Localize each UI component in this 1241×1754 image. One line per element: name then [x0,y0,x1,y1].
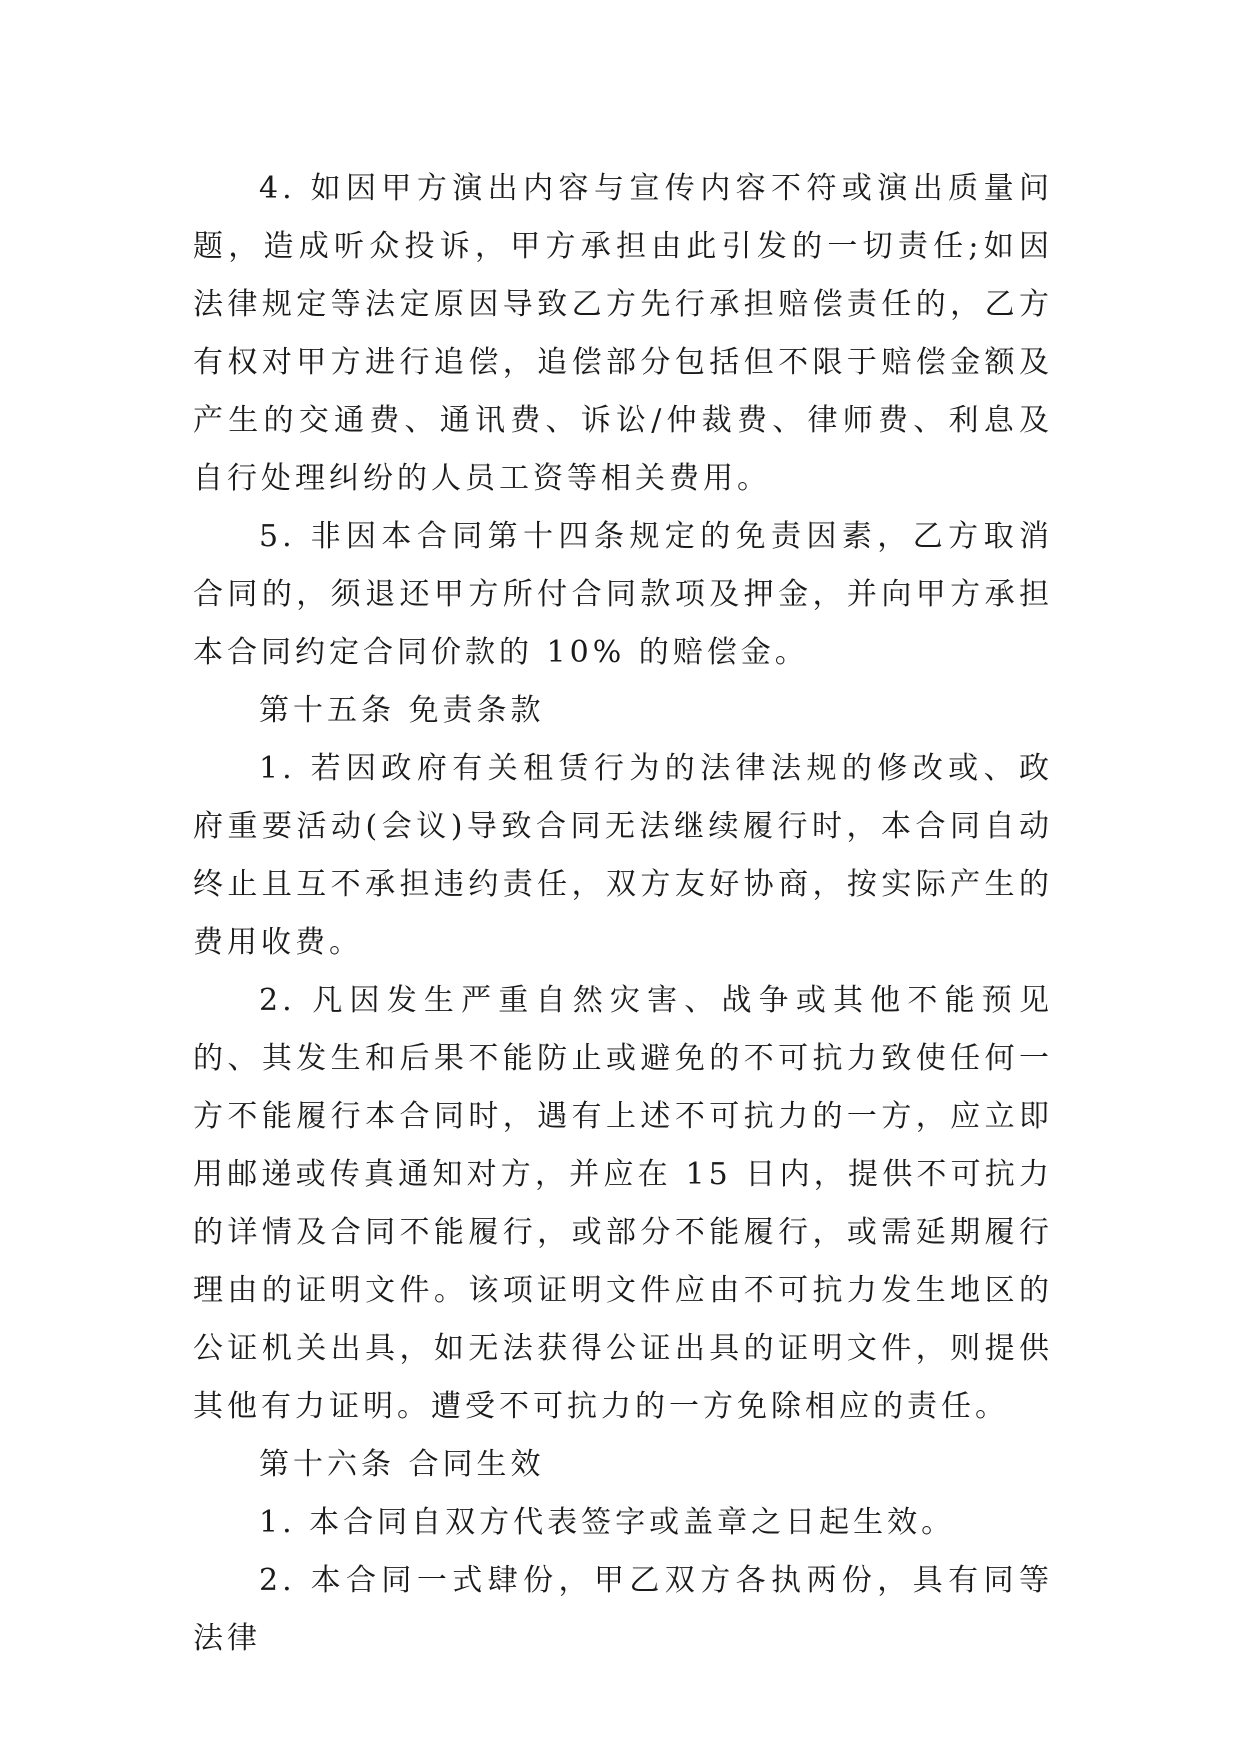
clause-14-item-5: 5. 非因本合同第十四条规定的免责因素，乙方取消合同的，须退还甲方所付合同款项及押金，并向甲方承担本合同约定合同价款的 10% 的赔偿金。 [193,519,1053,670]
clause-14-item-4: 4. 如因甲方演出内容与宣传内容不符或演出质量问题，造成听众投诉，甲方承担由此引发的一切责任;如因法律规定等法定原因导致乙方先行承担赔偿责任的，乙方有权对甲方进行追偿，追偿部分包括但不限于赔偿金额及产生的交通费、通讯费、诉讼/仲裁费、律师费、利息及自行处理纠纷的人员工资等相关费用。 [193,171,1053,496]
document-body [193,160,1053,1668]
section-heading-16: 第十六条 合同生效 [259,1447,545,1482]
section-heading-15: 第十五条 免责条款 [259,693,545,728]
clause-15-item-2: 2. 凡因发生严重自然灾害、战争或其他不能预见的、其发生和后果不能防止或避免的不可抗力致使任何一方不能履行本合同时，遇有上述不可抗力的一方，应立即用邮递或传真通知对方，并应在 15 日内，提供不可抗力的详情及合同不能履行，或部分不能履行，或需延期履行理由的证明文件。该项证明文件应由不可抗力发生地区的公证机关出具，如无法获得公证出具的证明文件，则提供其他有力证明。遭受不可抗力的一方免除相应的责任。 [193,983,1053,1424]
clause-16-item-2: 2. 本合同一式肆份，甲乙双方各执两份，具有同等法律 [193,1563,1053,1656]
clause-15-item-1: 1. 若因政府有关租赁行为的法律法规的修改或、政府重要活动(会议)导致合同无法继续履行时，本合同自动终止且互不承担违约责任，双方友好协商，按实际产生的费用收费。 [193,751,1053,960]
clause-16-item-1: 1. 本合同自双方代表签字或盖章之日起生效。 [259,1505,956,1540]
